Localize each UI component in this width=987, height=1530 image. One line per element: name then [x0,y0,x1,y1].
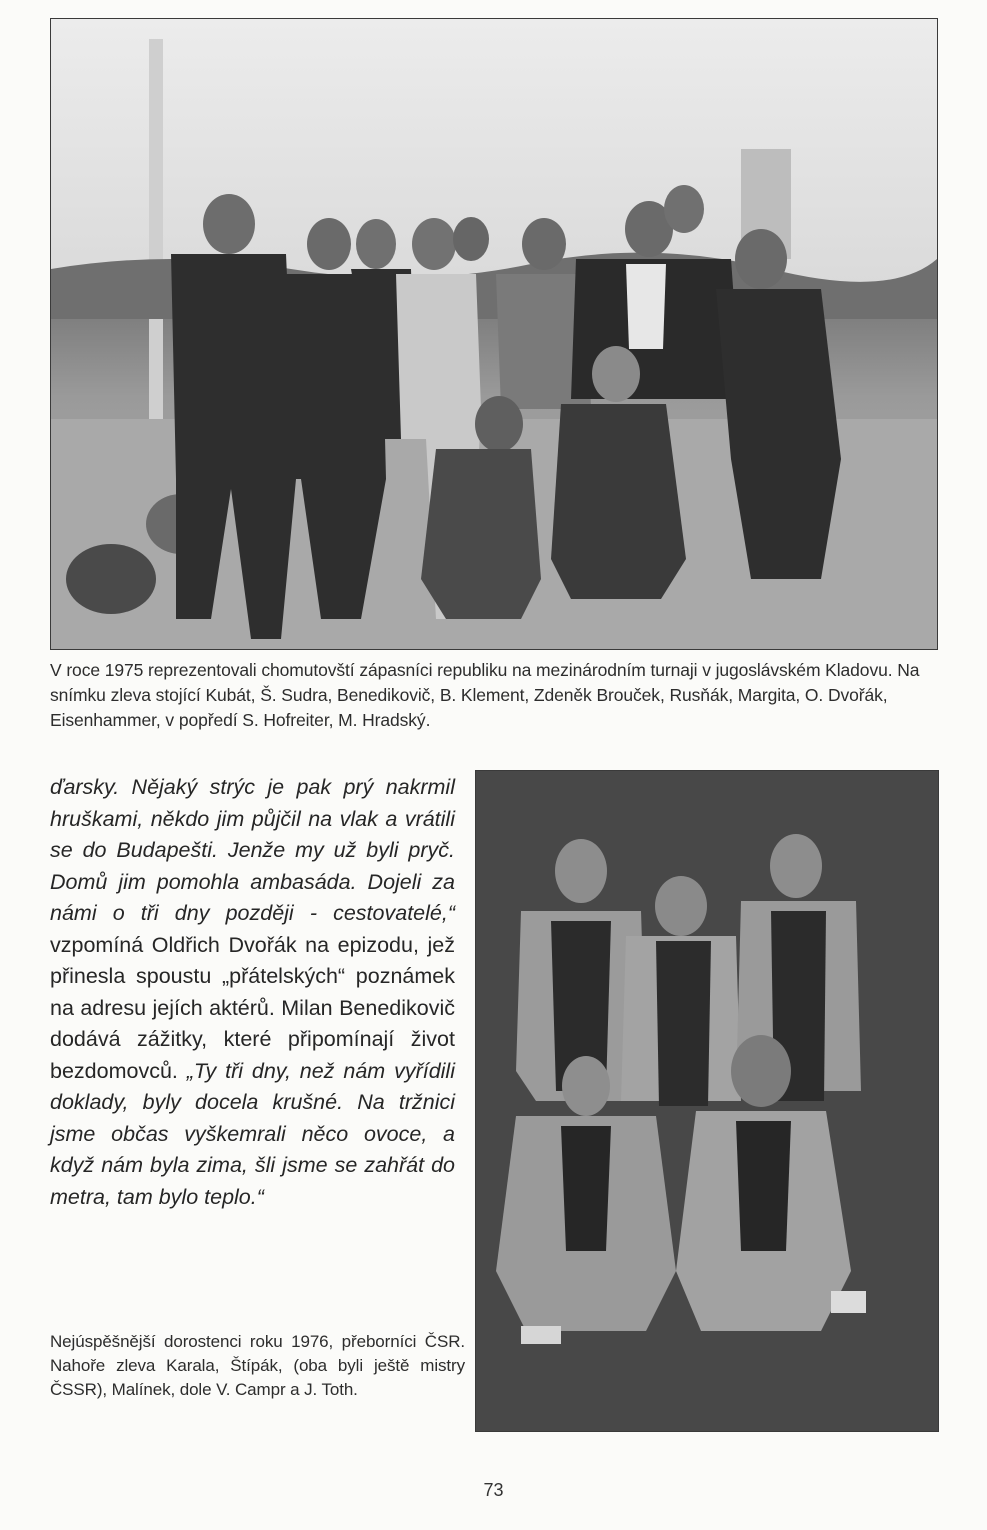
body-text [50,772,455,1213]
caption-bottom: Nejúspěšnější dorostenci roku 1976, přeborníci ČSR. Nahoře zleva Karala, Štípák, (oba byli ještě mistry ČSSR), Malínek, dole V. Campr a J. Toth. [50,1332,465,1399]
page-number: 73 [483,1480,504,1500]
photo-junior-wrestlers-1976 [475,770,939,1432]
photo-junior-wrestlers-1976-image [476,771,938,1431]
body-text-narration: vzpomíná Oldřich Dvořák na epizodu, jež přinesla spoustu „přátelských“ poznámek na adresu jejích aktérů. Milan Benedikovič dodává zážitky, které připomínají život bezdomovců. [50,932,455,1083]
photo-wrestling-team-1975-image [51,19,937,649]
photo-wrestling-team-1975 [50,18,938,650]
caption-top: V roce 1975 reprezentovali chomutovští zápasníci republiku na mezinárodním turnaji v jugoslávském Kladovu. Na snímku zleva stojící Kubát, Š. Sudra, Benedikovič, B. Klement, Zdeněk Brouček, Rusňák, Margita, O. Dvořák, Eisenhammer, v popředí S. Hofreiter, M. Hradský. [50,660,920,730]
body-text-quote-2: „Ty tři dny, než nám vyřídili doklady, byly docela krušné. Na tržnici jsme občas vyškemrali něco ovoce, a když nám byla zima, šli jsme se zahřát do metra, tam bylo teplo.“ [50,1058,455,1209]
body-text-quote-1: ďarsky. Nějaký strýc je pak prý nakrmil hruškami, někdo jim půjčil na vlak a vrátili se do Budapešti. Jenže my už byli pryč. Domů jim pomohla ambasáda. Dojeli za námi o tři dny později - cestovatelé,“ [50,775,455,925]
